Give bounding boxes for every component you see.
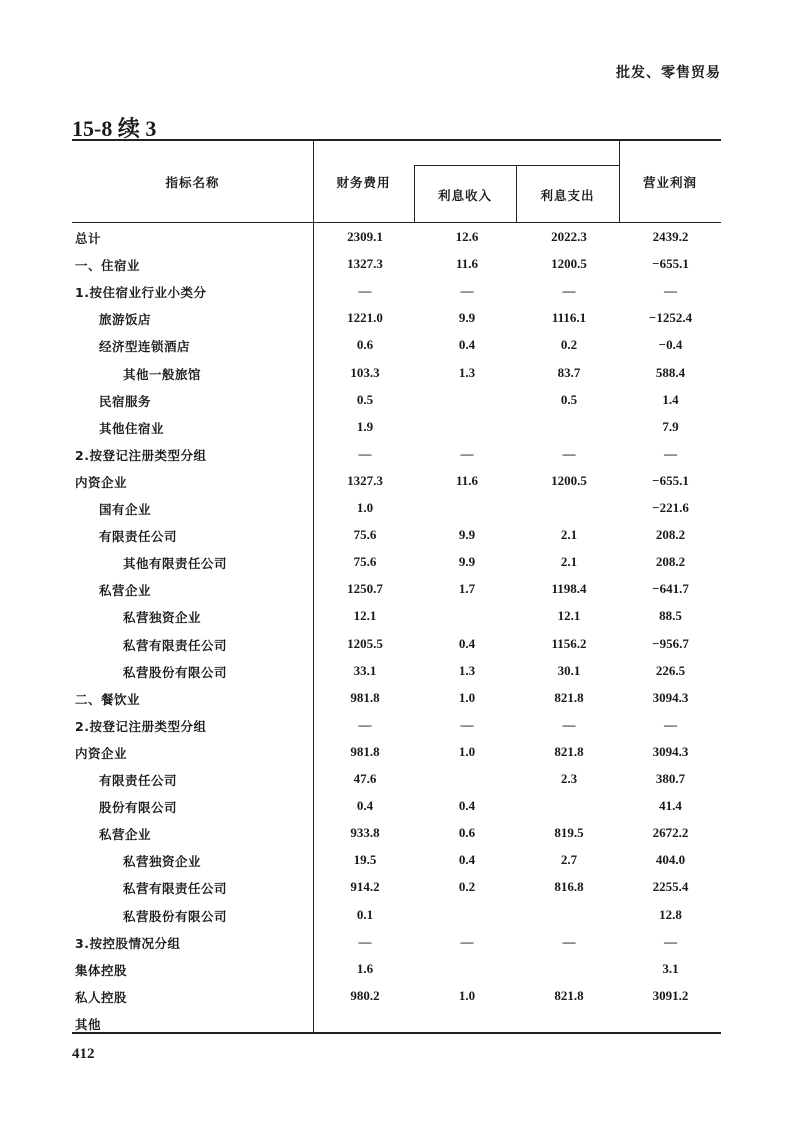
cell-finance: 1.9 — [356, 418, 374, 434]
cell-finance: — — [358, 283, 372, 299]
table-row — [72, 873, 721, 900]
cell-profit: 2672.2 — [652, 825, 689, 841]
table-row — [72, 467, 721, 494]
cell-profit: −641.7 — [652, 581, 689, 597]
table-row — [72, 819, 721, 846]
cell-profit: 1.4 — [662, 391, 679, 407]
table-row — [72, 684, 721, 711]
cell-profit: 226.5 — [655, 662, 686, 678]
table-row — [72, 792, 721, 819]
cell-finance: 1.0 — [356, 500, 374, 515]
cell-interest-expense: 819.5 — [554, 825, 584, 841]
row-label: 1.按住宿业行业小类分 — [75, 285, 207, 301]
cell-profit: −221.6 — [652, 500, 689, 515]
cell-finance: 1250.7 — [347, 581, 383, 597]
row-label: 2.按登记注册类型分组 — [75, 718, 207, 734]
cell-interest-expense: 1200.5 — [551, 472, 587, 488]
row-label: 二、餐饮业 — [75, 691, 141, 707]
cell-profit: −1252.4 — [648, 310, 693, 326]
row-label: 经济型连锁酒店 — [99, 339, 191, 355]
table-row — [72, 982, 721, 1009]
table-row — [72, 657, 721, 684]
table-title: 15-8 续 3 — [72, 116, 157, 141]
cell-profit: 588.4 — [655, 364, 686, 380]
cell-interest-expense: — — [562, 445, 576, 461]
table-row — [72, 901, 721, 928]
cell-finance: 914.2 — [350, 879, 380, 895]
cell-profit: 3091.2 — [652, 987, 689, 1003]
cell-interest-expense: 2.3 — [560, 771, 578, 786]
row-label: 有限责任公司 — [99, 773, 178, 788]
table-row — [72, 413, 721, 440]
cell-profit: 3094.3 — [652, 689, 689, 705]
cell-interest-income: 12.6 — [455, 229, 479, 244]
cell-profit: 7.9 — [662, 418, 679, 434]
row-label: 内资企业 — [75, 474, 128, 490]
table-row — [72, 277, 721, 304]
row-label: 私营股份有限公司 — [123, 908, 228, 924]
cell-profit: 380.7 — [655, 771, 686, 786]
column-header-profit: 营业利润 — [642, 175, 697, 190]
cell-interest-expense: — — [562, 283, 576, 299]
cell-finance: 980.2 — [350, 987, 380, 1003]
row-label: 其他有限责任公司 — [123, 556, 228, 572]
cell-finance: — — [358, 445, 372, 461]
table-row — [72, 575, 721, 602]
cell-profit: 404.0 — [655, 852, 686, 868]
row-label: 其他住宿业 — [99, 420, 165, 436]
column-header-interest-income: 利息收入 — [437, 188, 492, 203]
table-row — [72, 630, 721, 657]
table-row — [72, 386, 721, 413]
table-bottom-rule — [72, 1032, 721, 1034]
running-header: 批发、零售贸易 — [616, 65, 721, 81]
cell-finance: 1327.3 — [347, 472, 383, 488]
table-row — [72, 250, 721, 277]
cell-interest-expense: 821.8 — [554, 689, 584, 705]
cell-interest-expense: — — [562, 933, 576, 949]
cell-finance: 103.3 — [350, 364, 380, 380]
cell-interest-expense: 83.7 — [557, 364, 581, 380]
cell-interest-income: 1.7 — [458, 581, 476, 597]
cell-interest-income: 9.9 — [458, 527, 476, 543]
cell-profit: 208.2 — [655, 527, 686, 543]
table-row — [72, 765, 721, 792]
cell-profit: 2255.4 — [652, 879, 689, 895]
cell-finance: 981.8 — [350, 743, 380, 759]
row-label: 国有企业 — [99, 502, 152, 517]
table-row — [72, 494, 721, 521]
cell-interest-income: 11.6 — [455, 472, 479, 488]
cell-profit: 12.8 — [659, 906, 682, 922]
cell-finance: 75.6 — [353, 527, 377, 543]
table-row — [72, 304, 721, 331]
cell-profit: — — [664, 933, 677, 949]
cell-profit: 41.4 — [659, 798, 682, 814]
row-label: 旅游饭店 — [99, 312, 152, 328]
column-header-interest-expense: 利息支出 — [540, 188, 595, 203]
cell-interest-expense: 2.1 — [560, 554, 578, 570]
row-label: 私营企业 — [99, 583, 152, 599]
row-label: 有限责任公司 — [99, 529, 178, 545]
row-label: 内资企业 — [75, 745, 128, 761]
cell-interest-expense: 1156.2 — [551, 635, 587, 651]
row-label: 其他 — [75, 1016, 102, 1032]
cell-profit: 3094.3 — [652, 743, 689, 759]
cell-interest-expense: 0.5 — [560, 391, 578, 407]
cell-profit: 3.1 — [662, 960, 679, 976]
row-label: 总计 — [75, 231, 102, 246]
cell-interest-expense: 816.8 — [554, 879, 584, 895]
row-label: 集体控股 — [75, 962, 128, 978]
cell-interest-expense: 1200.5 — [551, 256, 587, 272]
cell-finance: 981.8 — [350, 689, 380, 705]
cell-finance: 0.5 — [356, 391, 374, 407]
cell-interest-expense: 1198.4 — [551, 581, 587, 597]
table-row — [72, 602, 721, 629]
table-row — [72, 711, 721, 738]
cell-finance: 47.6 — [353, 771, 377, 786]
cell-interest-income: 1.0 — [458, 987, 476, 1003]
cell-profit: — — [664, 716, 677, 732]
row-label: 私人控股 — [75, 989, 128, 1005]
table-row — [72, 928, 721, 955]
cell-interest-income: — — [460, 716, 474, 732]
cell-finance: 0.1 — [356, 906, 374, 922]
cell-profit: −655.1 — [652, 256, 689, 272]
row-label: 私营有限责任公司 — [123, 881, 228, 897]
cell-interest-income: 9.9 — [458, 554, 476, 570]
cell-profit: −0.4 — [658, 337, 683, 353]
cell-interest-income: 1.0 — [458, 743, 476, 759]
cell-interest-income: 1.3 — [458, 662, 476, 678]
cell-profit: −655.1 — [652, 472, 689, 488]
cell-interest-income: 0.6 — [458, 825, 476, 841]
page-number: 412 — [72, 1046, 95, 1062]
cell-interest-income: 1.3 — [458, 364, 476, 380]
cell-interest-income: 11.6 — [455, 256, 479, 272]
cell-finance: 19.5 — [353, 852, 377, 868]
cell-interest-income: 9.9 — [458, 310, 476, 326]
cell-finance: 12.1 — [353, 608, 377, 624]
row-label: 私营企业 — [99, 827, 152, 843]
table-row — [72, 521, 721, 548]
cell-profit: 2439.2 — [652, 229, 689, 244]
cell-interest-expense: 1116.1 — [551, 310, 587, 326]
table-top-rule — [72, 139, 721, 141]
cell-finance: 33.1 — [353, 662, 377, 678]
row-label: 一、住宿业 — [75, 258, 141, 274]
cell-interest-expense: 2.7 — [560, 852, 578, 868]
cell-profit: 208.2 — [655, 554, 686, 570]
row-label: 私营股份有限公司 — [123, 664, 228, 680]
column-header-name: 指标名称 — [165, 175, 220, 190]
cell-finance: 0.6 — [356, 337, 374, 353]
cell-interest-expense: 12.1 — [557, 608, 581, 624]
cell-profit: — — [664, 283, 677, 299]
table-row — [72, 846, 721, 873]
cell-finance: 75.6 — [353, 554, 377, 570]
cell-interest-income: — — [460, 283, 474, 299]
row-label: 2.按登记注册类型分组 — [75, 447, 207, 463]
table-row — [72, 331, 721, 358]
row-label: 股份有限公司 — [99, 800, 178, 816]
cell-interest-income: 0.2 — [458, 879, 476, 895]
cell-interest-expense: 821.8 — [554, 743, 584, 759]
row-label: 其他一般旅馆 — [123, 366, 202, 382]
cell-profit: −956.7 — [652, 635, 689, 651]
cell-interest-income: — — [460, 445, 474, 461]
cell-profit: 88.5 — [659, 608, 682, 624]
cell-finance: 0.4 — [356, 798, 374, 814]
cell-interest-income: 0.4 — [458, 852, 476, 868]
cell-finance: 933.8 — [350, 825, 380, 841]
table-row — [72, 223, 721, 250]
cell-finance: 2309.1 — [347, 229, 383, 244]
cell-finance: 1221.0 — [347, 310, 383, 326]
cell-profit: — — [664, 445, 677, 461]
table-row — [72, 440, 721, 467]
cell-interest-expense: 30.1 — [557, 662, 581, 678]
row-label: 私营有限责任公司 — [123, 637, 228, 653]
cell-finance: 1.6 — [356, 960, 374, 976]
column-header-finance: 财务费用 — [336, 175, 391, 190]
cell-interest-income: 0.4 — [458, 635, 476, 651]
cell-finance: 1205.5 — [347, 635, 383, 651]
cell-interest-income: 1.0 — [458, 689, 476, 705]
row-label: 3.按控股情况分组 — [75, 935, 181, 951]
row-label: 私营独资企业 — [123, 610, 202, 626]
cell-finance: — — [358, 933, 372, 949]
cell-interest-income: 0.4 — [458, 337, 476, 353]
table-row — [72, 955, 721, 982]
row-label: 私营独资企业 — [123, 854, 202, 870]
cell-finance: — — [358, 716, 372, 732]
cell-finance: 1327.3 — [347, 256, 383, 272]
row-label: 民宿服务 — [99, 393, 152, 409]
cell-interest-income: — — [460, 933, 474, 949]
cell-interest-expense: 821.8 — [554, 987, 584, 1003]
table-row — [72, 738, 721, 765]
cell-interest-expense: — — [562, 716, 576, 732]
cell-interest-expense: 2.1 — [560, 527, 578, 543]
cell-interest-income: 0.4 — [458, 798, 476, 814]
table-row — [72, 548, 721, 575]
cell-interest-expense: 0.2 — [560, 337, 578, 353]
cell-interest-expense: 2022.3 — [551, 229, 587, 244]
table-row — [72, 359, 721, 386]
